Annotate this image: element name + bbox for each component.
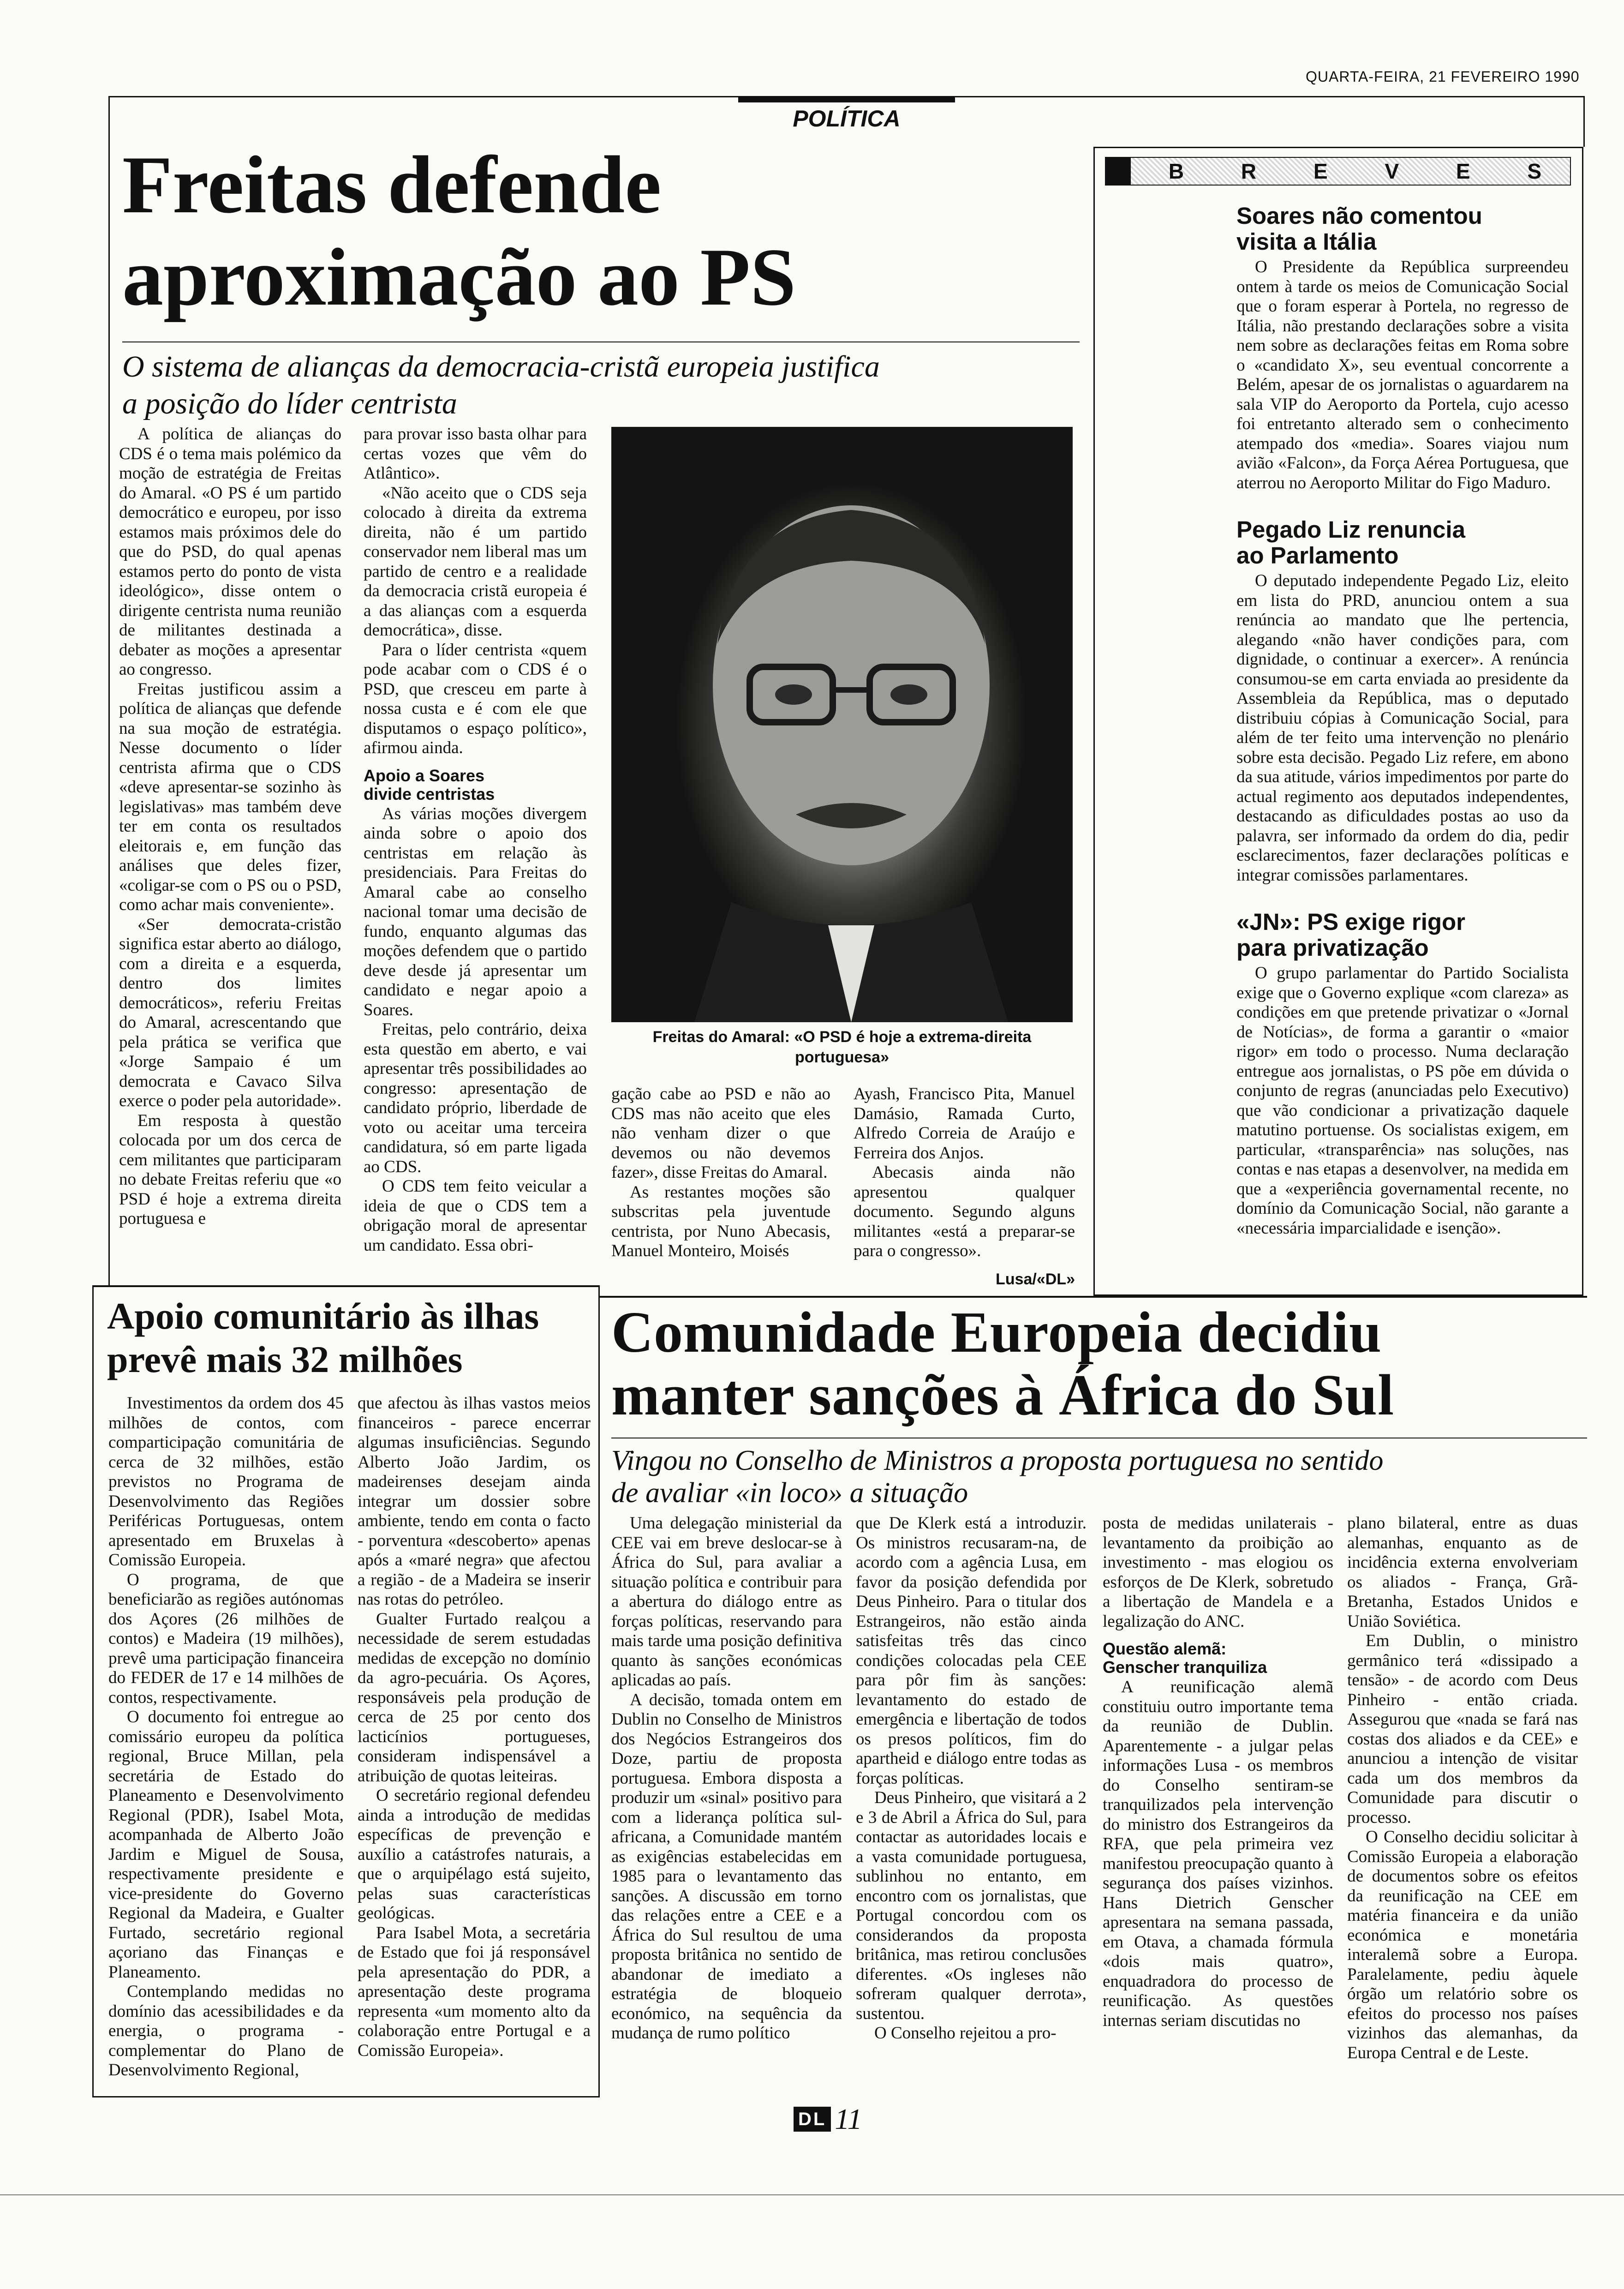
- cee-column-1: [611, 1514, 842, 2043]
- page-date: QUARTA-FEIRA, 21 FEVEREIRO 1990: [1306, 68, 1580, 85]
- left-rule: [108, 96, 110, 1287]
- breves-item: [1236, 203, 1569, 493]
- cee-paragraph: O Conselho decidiu solicitar à Comissão Europeia a elaboração de documentos sobre os efeitos da reunificação na CEE em matéria financeira e da união económica e monetária interalemã sobre a Europa. Paralelamente, pediu àquele órgão um relatório sobre os efeitos do processo nos países vizinhos das alemanhas, da Europa Central e de Leste.: [1347, 1828, 1578, 2062]
- breves-banner: [1105, 157, 1571, 186]
- breves-item-title: [1236, 909, 1569, 961]
- freitas-credit: Lusa/«DL»: [996, 1270, 1075, 1288]
- cee-headline: [611, 1301, 1394, 1427]
- breves-letter: R: [1241, 159, 1257, 183]
- apoio-paragraph: Gualter Furtado realçou a necessidade de serem estudadas medidas de excepção no domínio da agro-pecuária. Os Açores, responsáveis pela produção de cerca de 25 por cento dos lacticínios portugueses, consideram indispensável a atribuição de quotas leiteiras.: [358, 1609, 591, 1786]
- apoio-column-2: [358, 1394, 591, 2061]
- apoio-column-1: [108, 1394, 344, 2080]
- breves-item-title: [1236, 203, 1569, 255]
- cee-top-rule: [600, 1296, 1587, 1298]
- breves-title: [1131, 159, 1570, 184]
- cee-paragraph: Em Dublin, o ministro germânico terá «dissipado a tensão» - de acordo com Deus Pinheiro - então criada. Assegurou que «nada se fará nas costas dos aliados e da CEE» e anunciou a intenção de visitar cada um dos membros da Comunidade para discutir o processo.: [1347, 1631, 1578, 1827]
- breves-letter: V: [1385, 159, 1399, 183]
- freitas-subhead: [364, 767, 587, 803]
- breves-letter: E: [1313, 159, 1328, 183]
- apoio-headline-line-2: prevê mais 32 milhões: [107, 1338, 463, 1380]
- freitas-paragraph: As restantes moções são subscritas pela juventude centrista, por Nuno Abecasis, Manuel Monteiro, Moisés: [611, 1182, 830, 1260]
- breves-item-title-line-2: ao Parlamento: [1236, 542, 1399, 569]
- freitas-deck-line-1: O sistema de alianças da democracia-cristã europeia justifica: [122, 350, 880, 383]
- breves-item-body: O deputado independente Pegado Liz, eleito em lista do PRD, anunciou ontem a sua renúncia ao mandato que lhe pertencia, alegando «não haver condições para, com dignidade, o continuar a exercer». A renúncia consumou-se em carta enviada ao presidente da Assembleia da República, mas o deputado distribuiu cópias à Comunicação Social, para além de ter feito uma intervenção no plenário sobre esta decisão. Pegado Liz refere, em abono da sua atitude, vários impedimentos por parte do actual regimento aos deputados independentes, destacando as dificuldades postas ao uso da palavra, ser informado da ordem do dia, pedir esclarecimentos, fazer declarações políticas e integrar comissões parlamentares.: [1236, 571, 1569, 885]
- freitas-caption-line-2: portuguesa»: [794, 1049, 890, 1066]
- page-footer: [794, 2104, 862, 2134]
- freitas-headline-line-1: Freitas defende: [122, 139, 662, 230]
- apoio-paragraph: Contemplando medidas no domínio das acessibilidades e da energia, o programa - complementar do Plano de Desenvolvimento Regional,: [108, 1982, 344, 2079]
- freitas-subhead-line-1: Apoio a Soares: [364, 766, 485, 785]
- cee-column-2: [856, 1514, 1087, 2043]
- cee-subhead: [1103, 1640, 1333, 1677]
- breves-letter: S: [1527, 159, 1542, 183]
- cee-deck-line-1: Vingou no Conselho de Ministros a proposta portuguesa no sentido: [611, 1445, 1384, 1476]
- freitas-paragraph: A política de alianças do CDS é o tema mais polémico da moção de estratégia de Freitas do Amaral. «O PS é um partido democrático e europeu, por isso estamos mais próximos dele do que do PSD, do qual apenas estamos perto do ponto de vista ideológico», disse ontem o dirigente centrista numa reunião de militantes destinada a debater as moções a apresentar ao congresso.: [119, 425, 341, 679]
- breves-item-title-line-1: Pegado Liz renuncia: [1236, 516, 1465, 543]
- breves-marker: [1105, 157, 1131, 186]
- breves-item-title-line-2: visita a Itália: [1236, 228, 1377, 255]
- freitas-paragraph: O CDS tem feito veicular a ideia de que o CDS tem a obrigação moral de apresentar um candidato. Essa obri-: [364, 1177, 587, 1255]
- apoio-paragraph: O secretário regional defendeu ainda a introdução de medidas específicas de prevenção e auxílio a catástrofes naturais, a que o arquipélago está sujeito, pelas suas características geológicas.: [358, 1786, 591, 1923]
- breves-item-title-line-1: «JN»: PS exige rigor: [1236, 909, 1466, 935]
- freitas-headline: [122, 138, 796, 323]
- cee-headline-line-2: manter sanções à África do Sul: [611, 1363, 1395, 1427]
- cee-subhead-line-1: Questão alemã:: [1103, 1639, 1227, 1658]
- breves-item-body: O Presidente da República surpreendeu ontem à tarde os meios de Comunicação Social que o foram esperar à Portela, no regresso de Itália, não prestando declarações sobre a visita nem sobre as declarações feitas em Roma sobre o «candidato X», seu eventual concorrente a Belém, apesar de os jornalistas o aguardarem na sala VIP do Aeroporto da Portela, cujo acesso foi entretanto alterado sem o conhecimento atempado dos «media». Soares viajou num avião «Falcon», da Força Aérea Portuguesa, que aterrou no Aeroporto Militar do Figo Maduro.: [1236, 258, 1569, 492]
- cee-paragraph: A decisão, tomada ontem em Dublin no Conselho de Ministros dos Negócios Estrangeiros dos Doze, partiu de proposta portuguesa. Embora disposta a produzir um «sinal» positivo para com a liderança política sul-africana, a Comunidade mantém as exigências estabelecidas em 1985 para o levantamento das sanções. A discussão em torno das relações entre a CEE e a África do Sul resultou de uma proposta britânica no sentido de abandonar de imediato a estratégia de bloqueio económico, na sequência da mudança de rumo político: [611, 1690, 842, 2043]
- bottom-rule: [0, 2194, 1624, 2195]
- breves-item-title: [1236, 517, 1569, 569]
- breves-item: [1236, 909, 1569, 1238]
- freitas-paragraph: As várias moções divergem ainda sobre o apoio dos centristas em relação às presidenciais. Para Freitas do Amaral cabe ao conselho nacional tomar uma decisão de fundo, enquanto algumas das moções defendem que o partido deve desde já apresentar um candidato e negar apoio a Soares.: [364, 804, 587, 1019]
- freitas-paragraph: Para o líder centrista «quem pode acabar com o CDS é o PSD, que cresceu em parte à nossa custa e é com ele que disputamos o espaço político», afirmou ainda.: [364, 640, 587, 757]
- freitas-paragraph: gação cabe ao PSD e não ao CDS mas não aceito que eles não venham dizer o que devemos ou não devemos fazer», disse Freitas do Amaral.: [611, 1085, 830, 1182]
- cee-paragraph: que De Klerk está a introduzir. Os ministros recusaram-na, de acordo com a agência Lusa, em favor da posição defendida por Deus Pinheiro. Para o titular dos Estrangeiros, não estão ainda satisfeitas três das cinco condições colocadas pela CEE para pôr fim às sanções: levantamento do estado de emergência e libertação de todos os presos políticos, fim do apartheid e diálogo entre todas as forças políticas.: [856, 1514, 1087, 1788]
- cee-column-3: [1103, 1514, 1333, 2031]
- cee-column-4: [1347, 1514, 1578, 2063]
- cee-paragraph: plano bilateral, entre as duas alemanhas, enquanto as de incidência externa envolveriam os aliados - França, Grã-Bretanha, Estados Unidos e União Soviética.: [1347, 1514, 1578, 1631]
- apoio-paragraph: que afectou às ilhas vastos meios financeiros - parece encerrar algumas insuficiências. Segundo Alberto João Jardim, os madeirenses desejam ainda integrar um dossier sobre ambiente, tendo em conta o facto - porventura «descoberto» apenas após a «maré negra» que afectou a região - de a Madeira se inserir nas rotas do petróleo.: [358, 1394, 591, 1609]
- freitas-paragraph: «Não aceito que o CDS seja colocado à direita da extrema direita, não é um partido conservador nem liberal mas um partido de centro e a realidade da democracia cristã europeia é a das alianças com a esquerda democrática», disse.: [364, 483, 587, 640]
- freitas-paragraph: Freitas justificou assim a política de alianças que defende na sua moção de estratégia. Nesse documento o líder centrista afirma que o CDS «deve apresentar-se sozinho às legislativas» mas também deve ter em conta os resultados eleitorais e, em função das análises que deles fizer, «coligar-se com o PS ou o PSD, como achar mais conveniente».: [119, 679, 341, 914]
- breves-item-body: O grupo parlamentar do Partido Socialista exige que o Governo explique «com clareza» as condições em que pretende privatizar o «Jornal de Notícias», de forma a garantir o «maior rigor» em todo o processo. Numa declaração entregue aos jornalistas, o PS põe em dúvida o conjunto de regras (anunciadas pelo Executivo) que vão condicionar a privatização daquele matutino portuense. Os socialistas exigem, em particular, «transparência» nas soluções, nas contas e nas etapas a desenvolver, na medida em que a «experiência governamental recente, no domínio da Comunicação Social, não garante a «necessária imparcialidade e isenção».: [1236, 964, 1569, 1238]
- freitas-photo: [611, 427, 1073, 1022]
- freitas-column-1: [119, 425, 341, 1229]
- section-label: POLÍTICA: [793, 106, 901, 132]
- right-rule: [1583, 96, 1585, 147]
- freitas-paragraph: «Ser democrata-cristão significa estar aberto ao diálogo, com a direita e a esquerda, dentro dos limites democráticos», referiu Freitas do Amaral, acrescentando que pela prática se verifica que «Jorge Sampaio é um democrata e Cavaco Silva exerce o poder pela autoridade».: [119, 915, 341, 1110]
- freitas-caption-line-1: Freitas do Amaral: «O PSD é hoje a extrema-direita: [652, 1028, 1032, 1046]
- cee-subhead-line-2: Genscher tranquiliza: [1103, 1658, 1267, 1677]
- freitas-paragraph: Em resposta à questão colocada por um dos cerca de cem militantes que participaram no debate Freitas referiu que «o PSD é hoje a extrema direita portuguesa e: [119, 1111, 341, 1228]
- cee-paragraph: Uma delegação ministerial da CEE vai em breve deslocar-se à África do Sul, para avaliar a situação política e contribuir para a abertura do diálogo entre as forças políticas, reservando para mais tarde uma posição definitiva quanto às sanções económicas aplicadas ao país.: [611, 1514, 842, 1690]
- freitas-deck-line-2: a posição do líder centrista: [122, 387, 457, 420]
- freitas-column-3: [611, 1085, 830, 1261]
- freitas-deck: [122, 348, 880, 422]
- section-bar: [738, 96, 955, 102]
- cee-headline-line-1: Comunidade Europeia decidiu: [611, 1300, 1382, 1365]
- cee-deck: [611, 1444, 1383, 1509]
- cee-paragraph: posta de medidas unilaterais - levantamento da proibição ao investimento - mas elogiou os esforços de De Klerk, sobretudo a libertação de Mandela e a legalização do ANC.: [1103, 1514, 1333, 1631]
- apoio-paragraph: O documento foi entregue ao comissário europeu da política regional, Bruce Millan, pela secretária de Estado do Planeamento e Desenvolvimento Regional (PDR), Isabel Mota, acompanhada de Alberto João Jardim e Miguel de Sousa, respectivamente presidente e vice-presidente do Governo Regional da Madeira, e Gualter Furtado, secretário regional açoriano das Finanças e Planeamento.: [108, 1708, 344, 1982]
- apoio-paragraph: O programa, de que beneficiarão as regiões autónomas dos Açores (26 milhões de contos) e Madeira (19 milhões), prevê uma participação financeira do FEDER de 17 e 14 milhões de contos, respectivamente.: [108, 1570, 344, 1707]
- breves-letter: E: [1456, 159, 1470, 183]
- breves-letter: B: [1168, 159, 1184, 183]
- breves-item-title-line-2: para privatização: [1236, 935, 1429, 961]
- apoio-paragraph: Para Isabel Mota, a secretária de Estado que foi já responsável pela apresentação do PDR, a apresentação deste programa representa «um momento alto da colaboração entre Portugal e a Comissão Europeia».: [358, 1923, 591, 2060]
- breves-content: [1236, 203, 1569, 1238]
- freitas-photo-caption: [611, 1027, 1073, 1067]
- freitas-headline-line-2: aproximação ao PS: [122, 231, 796, 323]
- apoio-headline: [107, 1294, 539, 1381]
- apoio-paragraph: Investimentos da ordem dos 45 milhões de contos, com comparticipação comunitária de cerca de 32 milhões, estão previstos no Programa de Desenvolvimento das Regiões Periféricas Portuguesas, ontem apresentado em Bruxelas à Comissão Europeia.: [108, 1394, 344, 1570]
- freitas-paragraph: Freitas, pelo contrário, deixa esta questão em aberto, e vai apresentar três possibilidades ao congresso: apresentação de candidato próprio, liberdade de voto ou aceitar uma terceira candidatura, só em parte ligada ao CDS.: [364, 1020, 587, 1176]
- freitas-column-2: [364, 425, 587, 1255]
- cee-paragraph: A reunificação alemã constituiu outro importante tema da reunião de Dublin. Aparentemente - a julgar pelas informações Lusa - os membros do Conselho sentiram-se tranquilizados pela intervenção do ministro dos Estrangeiros da RFA, que pela primeira vez manifestou preocupação quanto à segurança dos países vizinhos. Hans Dietrich Genscher apresentara na semana passada, em Otava, a chamada fórmula «dois mais quatro», enquadradora do processo de reunificação. As questões internas seriam discutidas no: [1103, 1678, 1333, 2030]
- cee-paragraph: O Conselho rejeitou a pro-: [874, 2024, 1057, 2043]
- page-number: 11: [835, 2103, 862, 2135]
- breves-item: [1236, 517, 1569, 885]
- cee-paragraph: Deus Pinheiro, que visitará a 2 e 3 de Abril a África do Sul, para contactar as autoridades locais e a vasta comunidade portuguesa, sublinhou no entanto, em encontro com os jornalistas, que Portugal concordou com os considerandos da proposta britânica, mas retirou conclusões diferentes. «Os ingleses não sofreram qualquer derrota», sustentou.: [856, 1788, 1087, 2023]
- cee-deck-line-2: de avaliar «in loco» a situação: [611, 1477, 968, 1509]
- breves-item-title-line-1: Soares não comentou: [1236, 203, 1482, 229]
- freitas-paragraph: para provar isso basta olhar para certas vozes que vêm do Atlântico».: [364, 425, 587, 483]
- freitas-paragraph: Abecasis ainda não apresentou qualquer documento. Segundo alguns militantes «está a preparar-se para o congresso».: [854, 1163, 1075, 1260]
- apoio-headline-line-1: Apoio comunitário às ilhas: [107, 1295, 539, 1337]
- dl-logo: DL: [794, 2107, 831, 2132]
- freitas-column-4: [854, 1085, 1075, 1289]
- freitas-subhead-line-2: divide centristas: [364, 784, 495, 803]
- freitas-portrait-illustration: [611, 427, 1073, 1022]
- freitas-paragraph: Ayash, Francisco Pita, Manuel Damásio, Ramada Curto, Alfredo Correia de Araújo e Ferreira dos Anjos.: [854, 1085, 1075, 1162]
